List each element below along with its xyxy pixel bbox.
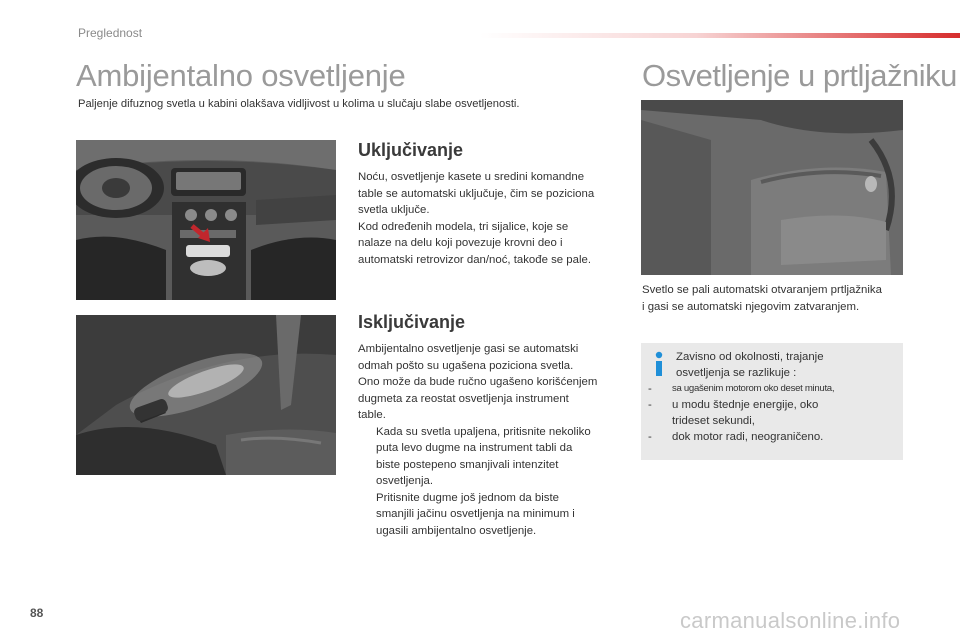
dashboard-photo <box>76 140 336 300</box>
text-line: Ambijentalno osvetljenje gasi se automatski <box>358 343 579 355</box>
page-number: 88 <box>30 606 44 620</box>
checkbox-bullet-icon <box>358 490 376 540</box>
text-line: dugmeta za reostat osvetljenja instrument <box>358 392 569 405</box>
info-list-item <box>648 381 902 397</box>
switch-on-text <box>358 169 628 268</box>
text-line: puta levo dugme na instrument tabli da <box>376 442 573 454</box>
text-line: Ono može da bude ručno ugašeno korišćenjem <box>358 376 598 388</box>
text-line: Noću, osvetljenje kasete u sredini komandne <box>358 171 585 183</box>
trunk-light-title: Osvetljenje u prtljažniku <box>642 58 957 93</box>
switch-on-section <box>358 140 628 268</box>
text-line: dok motor radi, neograničeno. <box>672 431 824 443</box>
section-label: Preglednost <box>78 26 143 40</box>
text-line: biste postepeno smanjivali intenzitet <box>376 458 559 471</box>
switch-off-section <box>358 312 628 539</box>
text-line: nalaze na delu koji povezuje krovni deo i <box>358 237 563 249</box>
switch-off-heading: Isključivanje <box>358 312 466 332</box>
dash: - <box>648 399 652 411</box>
text-line: smanjili jačinu osvetljenja na minimum i <box>376 508 575 520</box>
roof-light-photo <box>76 315 336 475</box>
text-line: Pritisnite dugme još jednom da biste <box>376 491 559 504</box>
text-line: i gasi se automatski njegovim zatvaranjem. <box>642 300 860 313</box>
text-line: odmah pošto su ugašena poziciona svetla. <box>358 359 574 372</box>
bullet-item <box>358 424 628 490</box>
info-icon <box>652 351 666 377</box>
switch-on-heading: Uključivanje <box>358 140 464 160</box>
text-line: sa ugašenim motorom oko deset minuta, <box>672 383 835 394</box>
text-line: table. <box>358 409 386 421</box>
dash: - <box>648 383 652 395</box>
text-line: u modu štednje energije, oko <box>672 399 819 411</box>
text-line: table se automatski uključuje, čim se poziciona <box>358 187 595 200</box>
text-line: trideset sekundi, <box>672 415 755 427</box>
page-title: Ambijentalno osvetljenje <box>76 58 406 93</box>
text-line: automatski retrovizor dan/noć, takođe se pale. <box>358 253 592 266</box>
text-line: osvetljenja se razlikuje : <box>676 367 797 379</box>
trunk-photo <box>641 100 903 275</box>
intro-text: Paljenje difuznog svetla u kabini olakšava vidljivost u kolima u slučaju slabe osvetljenosti. <box>78 98 520 110</box>
text-line: Kada su svetla upaljena, pritisnite nekoliko <box>376 425 591 438</box>
info-text <box>648 349 902 445</box>
watermark: carmanualsonline.info <box>680 608 901 633</box>
text-line: Kod određenih modela, tri sijalice, koje se <box>358 220 569 233</box>
bullet-item <box>358 490 628 540</box>
checkbox-bullet-icon <box>358 424 376 490</box>
header-accent-bar <box>480 33 960 38</box>
dash: - <box>648 431 652 443</box>
trunk-caption <box>642 282 907 315</box>
info-list-item <box>648 429 902 445</box>
text-line: osvetljenja. <box>376 475 433 487</box>
text-line: Svetlo se pali automatski otvaranjem prtljažnika <box>642 284 882 296</box>
text-line: ugasili ambijentalno osvetljenje. <box>376 524 537 537</box>
info-list-item <box>648 397 902 429</box>
text-line: Zavisno od okolnosti, trajanje <box>676 351 824 363</box>
switch-off-text <box>358 341 628 539</box>
text-line: svetla uključe. <box>358 204 430 216</box>
